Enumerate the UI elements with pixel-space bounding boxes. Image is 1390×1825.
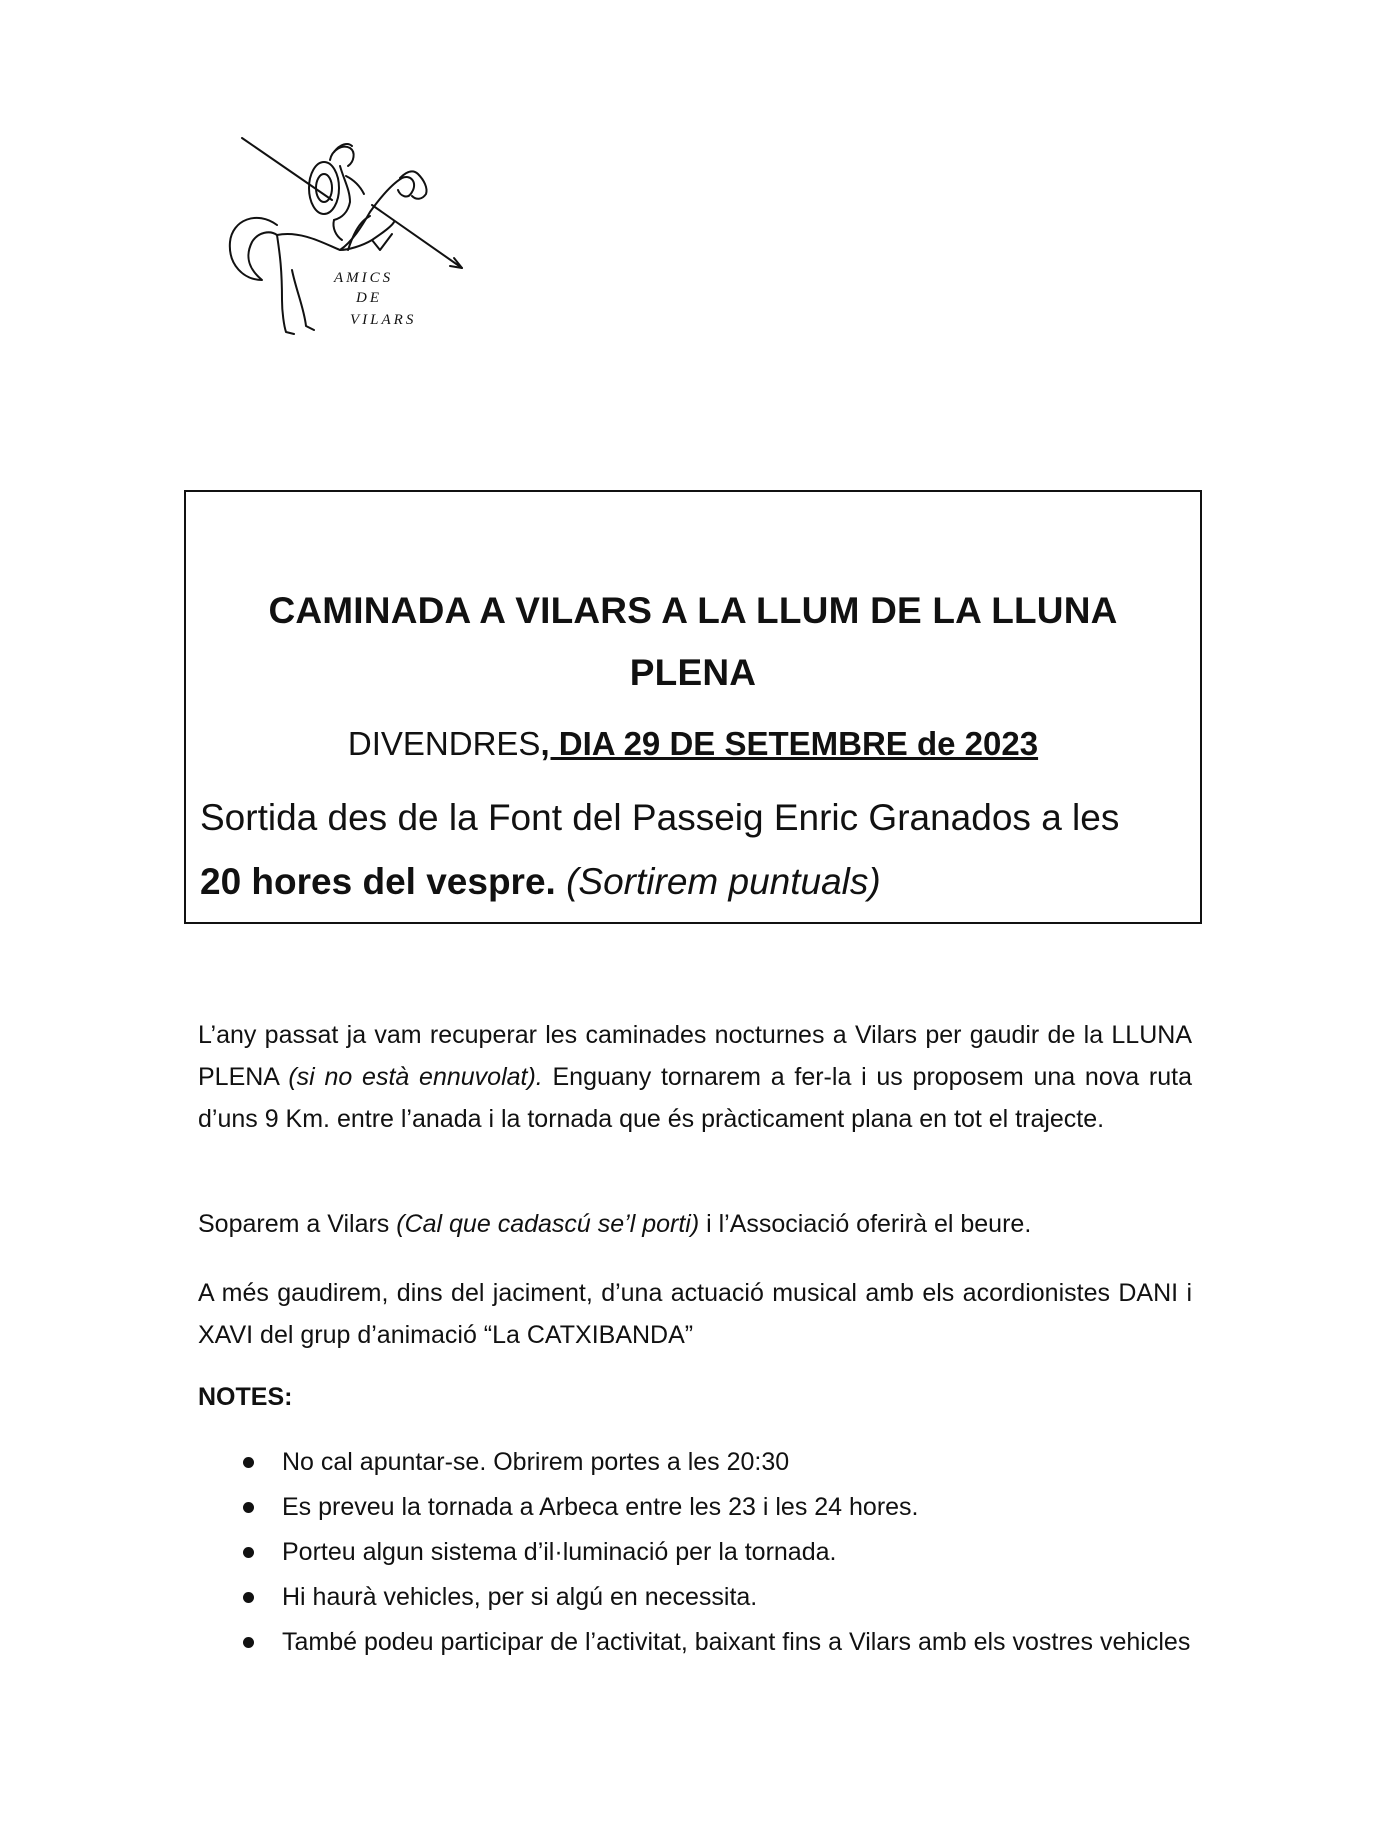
- bullet-icon: [243, 1637, 254, 1648]
- intro-paragraph: [198, 1014, 1192, 1140]
- notes-list: [198, 1440, 1192, 1665]
- event-date-main: , DIA 29 DE SETEMBRE de 2023: [540, 725, 1039, 762]
- intro-italic: (si no està ennuvolat).: [288, 1063, 543, 1091]
- event-title: [186, 580, 1200, 704]
- dinner-text-a: Soparem a Vilars: [198, 1210, 397, 1238]
- event-title-line-2: PLENA: [629, 652, 757, 693]
- departure-info: [200, 786, 1170, 914]
- dinner-text-b: i l’Associació oferirà el beure.: [699, 1210, 1032, 1238]
- bullet-icon: [243, 1457, 254, 1468]
- list-item: Hi haurà vehicles, per si algú en necessita.: [198, 1575, 1192, 1620]
- event-date-prefix: DIVENDRES: [347, 725, 541, 762]
- departure-note: (Sortirem puntuals): [566, 861, 881, 902]
- departure-text: Sortida des de la Font del Passeig Enric Granados a les: [200, 797, 1120, 838]
- event-date: [186, 724, 1200, 764]
- intro-text-b: Enguany tornarem a fer-la i us proposem una nova ruta d’uns 9 Km. entre l’anada i la tornada que és pràcticament plana en tot el trajecte.: [198, 1063, 1192, 1133]
- horse-rider-logo-icon: [222, 130, 472, 345]
- music-paragraph: A més gaudirem, dins del jaciment, d’una actuació musical amb els acordionistes DANI i XAVI del grup d’animació “La CATXIBANDA”: [198, 1279, 1192, 1349]
- bullet-icon: [243, 1502, 254, 1513]
- event-title-line-1: CAMINADA A VILARS A LA LLUM DE LA LLUNA: [268, 590, 1118, 631]
- bullet-icon: [243, 1592, 254, 1603]
- intro-text-a: L’any passat ja vam recuperar les caminades nocturnes a Vilars per gaudir de la LLUNA PLENA: [198, 1021, 1192, 1091]
- dinner-italic: (Cal que cadascú se’l porti): [396, 1210, 700, 1238]
- amics-de-vilars-logo: [222, 130, 472, 345]
- bullet-icon: [243, 1547, 254, 1558]
- departure-time: 20 hores del vespre.: [200, 861, 556, 902]
- notes-heading: NOTES:: [198, 1383, 293, 1411]
- event-header-box: [184, 490, 1202, 924]
- svg-text:VILARS: VILARS: [350, 312, 417, 328]
- svg-text:DE: DE: [356, 290, 382, 306]
- list-item: Porteu algun sistema d’il·luminació per la tornada.: [198, 1530, 1192, 1575]
- list-item: També podeu participar de l’activitat, baixant fins a Vilars amb els vostres vehicles: [198, 1620, 1192, 1665]
- list-item: Es preveu la tornada a Arbeca entre les 23 i les 24 hores.: [198, 1485, 1192, 1530]
- svg-text:AMICS: AMICS: [334, 270, 394, 286]
- dinner-paragraph: [198, 1203, 1192, 1245]
- list-item: No cal apuntar-se. Obrirem portes a les 20:30: [198, 1440, 1192, 1485]
